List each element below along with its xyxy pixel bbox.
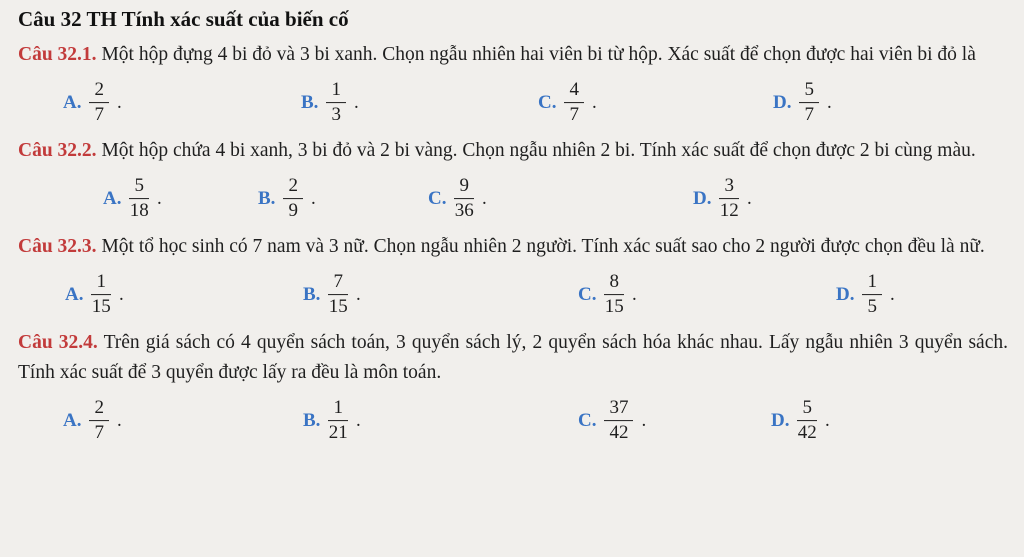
- option-period: .: [826, 92, 832, 113]
- fraction-denominator: 7: [94, 104, 104, 126]
- page-title: Câu 32 TH Tính xác suất của biến cố: [18, 7, 349, 31]
- question-paragraph: [18, 136, 1008, 166]
- option-period: .: [746, 188, 752, 209]
- fraction: [719, 175, 739, 223]
- option-b: [303, 271, 361, 319]
- fraction-denominator: 3: [331, 104, 341, 126]
- fraction: [454, 175, 474, 223]
- option-period: .: [591, 92, 597, 113]
- fraction-denominator: 42: [797, 422, 817, 444]
- options-row: [18, 70, 1008, 136]
- question-32-1: [18, 40, 1008, 136]
- fraction-numerator: 2: [283, 175, 303, 199]
- options-row: [18, 388, 1008, 454]
- fraction: [604, 271, 624, 319]
- fraction: [326, 79, 346, 127]
- option-letter: A.: [63, 92, 82, 113]
- question-paragraph: [18, 232, 1008, 262]
- option-period: .: [116, 410, 122, 431]
- fraction: [129, 175, 149, 223]
- option-letter: B.: [303, 284, 321, 305]
- fraction-denominator: 7: [804, 104, 814, 126]
- fraction-denominator: 36: [454, 200, 474, 222]
- question-label: Câu 32.2.: [18, 140, 97, 161]
- option-letter: C.: [578, 410, 597, 431]
- option-period: .: [355, 410, 361, 431]
- fraction-denominator: 9: [288, 200, 298, 222]
- option-letter: D.: [836, 284, 855, 305]
- fraction-numerator: 3: [719, 175, 739, 199]
- options-row: [18, 166, 1008, 232]
- fraction-numerator: 2: [89, 79, 109, 103]
- question-label: Câu 32.4.: [18, 332, 98, 353]
- fraction-denominator: 7: [569, 104, 579, 126]
- option-a: [65, 271, 124, 319]
- fraction-denominator: 18: [129, 200, 149, 222]
- fraction: [89, 397, 109, 445]
- option-letter: D.: [771, 410, 790, 431]
- option-period: .: [824, 410, 830, 431]
- fraction: [799, 79, 819, 127]
- option-period: .: [641, 410, 647, 431]
- fraction-denominator: 15: [328, 296, 348, 318]
- question-text: Một hộp đựng 4 bi đỏ và 3 bi xanh. Chọn ngẫu nhiên hai viên bi từ hộp. Xác suất để chọn được hai viên bi đỏ là: [101, 44, 976, 65]
- fraction-numerator: 37: [604, 397, 633, 421]
- question-paragraph: [18, 40, 1008, 70]
- option-d: [836, 271, 895, 319]
- fraction-denominator: 7: [94, 422, 104, 444]
- option-letter: A.: [63, 410, 82, 431]
- option-letter: A.: [65, 284, 84, 305]
- question-label: Câu 32.3.: [18, 236, 97, 257]
- option-letter: B.: [301, 92, 319, 113]
- option-letter: B.: [258, 188, 276, 209]
- fraction: [604, 397, 633, 445]
- fraction-numerator: 1: [862, 271, 882, 295]
- fraction-numerator: 8: [604, 271, 624, 295]
- option-d: [693, 175, 752, 223]
- option-period: .: [481, 188, 487, 209]
- option-a: [63, 79, 122, 127]
- question-32-4: [18, 328, 1008, 454]
- fraction: [328, 397, 348, 445]
- option-c: [428, 175, 487, 223]
- fraction-denominator: 15: [604, 296, 624, 318]
- option-letter: B.: [303, 410, 321, 431]
- fraction-numerator: 4: [564, 79, 584, 103]
- option-a: [103, 175, 162, 223]
- option-letter: A.: [103, 188, 122, 209]
- fraction-numerator: 2: [89, 397, 109, 421]
- fraction-numerator: 1: [328, 397, 348, 421]
- option-b: [258, 175, 316, 223]
- option-letter: D.: [693, 188, 712, 209]
- fraction: [797, 397, 817, 445]
- question-text: Một tổ học sinh có 7 nam và 3 nữ. Chọn ngẫu nhiên 2 người. Tính xác suất sao cho 2 người được chọn đều là nữ.: [101, 236, 985, 257]
- fraction-numerator: 1: [326, 79, 346, 103]
- option-d: [771, 397, 830, 445]
- option-period: .: [118, 284, 124, 305]
- option-a: [63, 397, 122, 445]
- fraction-denominator: 12: [719, 200, 739, 222]
- question-paragraph: [18, 328, 1008, 388]
- fraction: [564, 79, 584, 127]
- option-letter: C.: [578, 284, 597, 305]
- fraction-numerator: 5: [797, 397, 817, 421]
- fraction-numerator: 7: [328, 271, 348, 295]
- option-period: .: [355, 284, 361, 305]
- fraction: [91, 271, 111, 319]
- fraction-denominator: 15: [91, 296, 111, 318]
- question-label: Câu 32.1.: [18, 44, 97, 65]
- fraction-denominator: 42: [609, 422, 629, 444]
- option-b: [303, 397, 361, 445]
- fraction: [862, 271, 882, 319]
- option-period: .: [310, 188, 316, 209]
- option-period: .: [889, 284, 895, 305]
- option-letter: C.: [538, 92, 557, 113]
- option-period: .: [353, 92, 359, 113]
- fraction-denominator: 5: [867, 296, 877, 318]
- fraction: [89, 79, 109, 127]
- question-text: Một hộp chứa 4 bi xanh, 3 bi đỏ và 2 bi vàng. Chọn ngẫu nhiên 2 bi. Tính xác suất để chọn được 2 bi cùng màu.: [101, 140, 976, 161]
- fraction-numerator: 5: [129, 175, 149, 199]
- option-period: .: [631, 284, 637, 305]
- option-c: [578, 397, 646, 445]
- fraction: [283, 175, 303, 223]
- option-period: .: [156, 188, 162, 209]
- fraction-numerator: 5: [799, 79, 819, 103]
- fraction: [328, 271, 348, 319]
- fraction-numerator: 9: [454, 175, 474, 199]
- option-d: [773, 79, 832, 127]
- option-c: [578, 271, 637, 319]
- option-c: [538, 79, 597, 127]
- question-text: Trên giá sách có 4 quyển sách toán, 3 quyển sách lý, 2 quyển sách hóa khác nhau. Lấy ngẫu nhiên 3 quyển sách. Tính xác suất để 3 quyển được lấy ra đều là môn toán.: [18, 332, 1008, 383]
- fraction-numerator: 1: [91, 271, 111, 295]
- option-letter: C.: [428, 188, 447, 209]
- question-32-2: [18, 136, 1008, 232]
- option-b: [301, 79, 359, 127]
- options-row: [18, 262, 1008, 328]
- option-letter: D.: [773, 92, 792, 113]
- question-32-3: [18, 232, 1008, 328]
- option-period: .: [116, 92, 122, 113]
- fraction-denominator: 21: [328, 422, 348, 444]
